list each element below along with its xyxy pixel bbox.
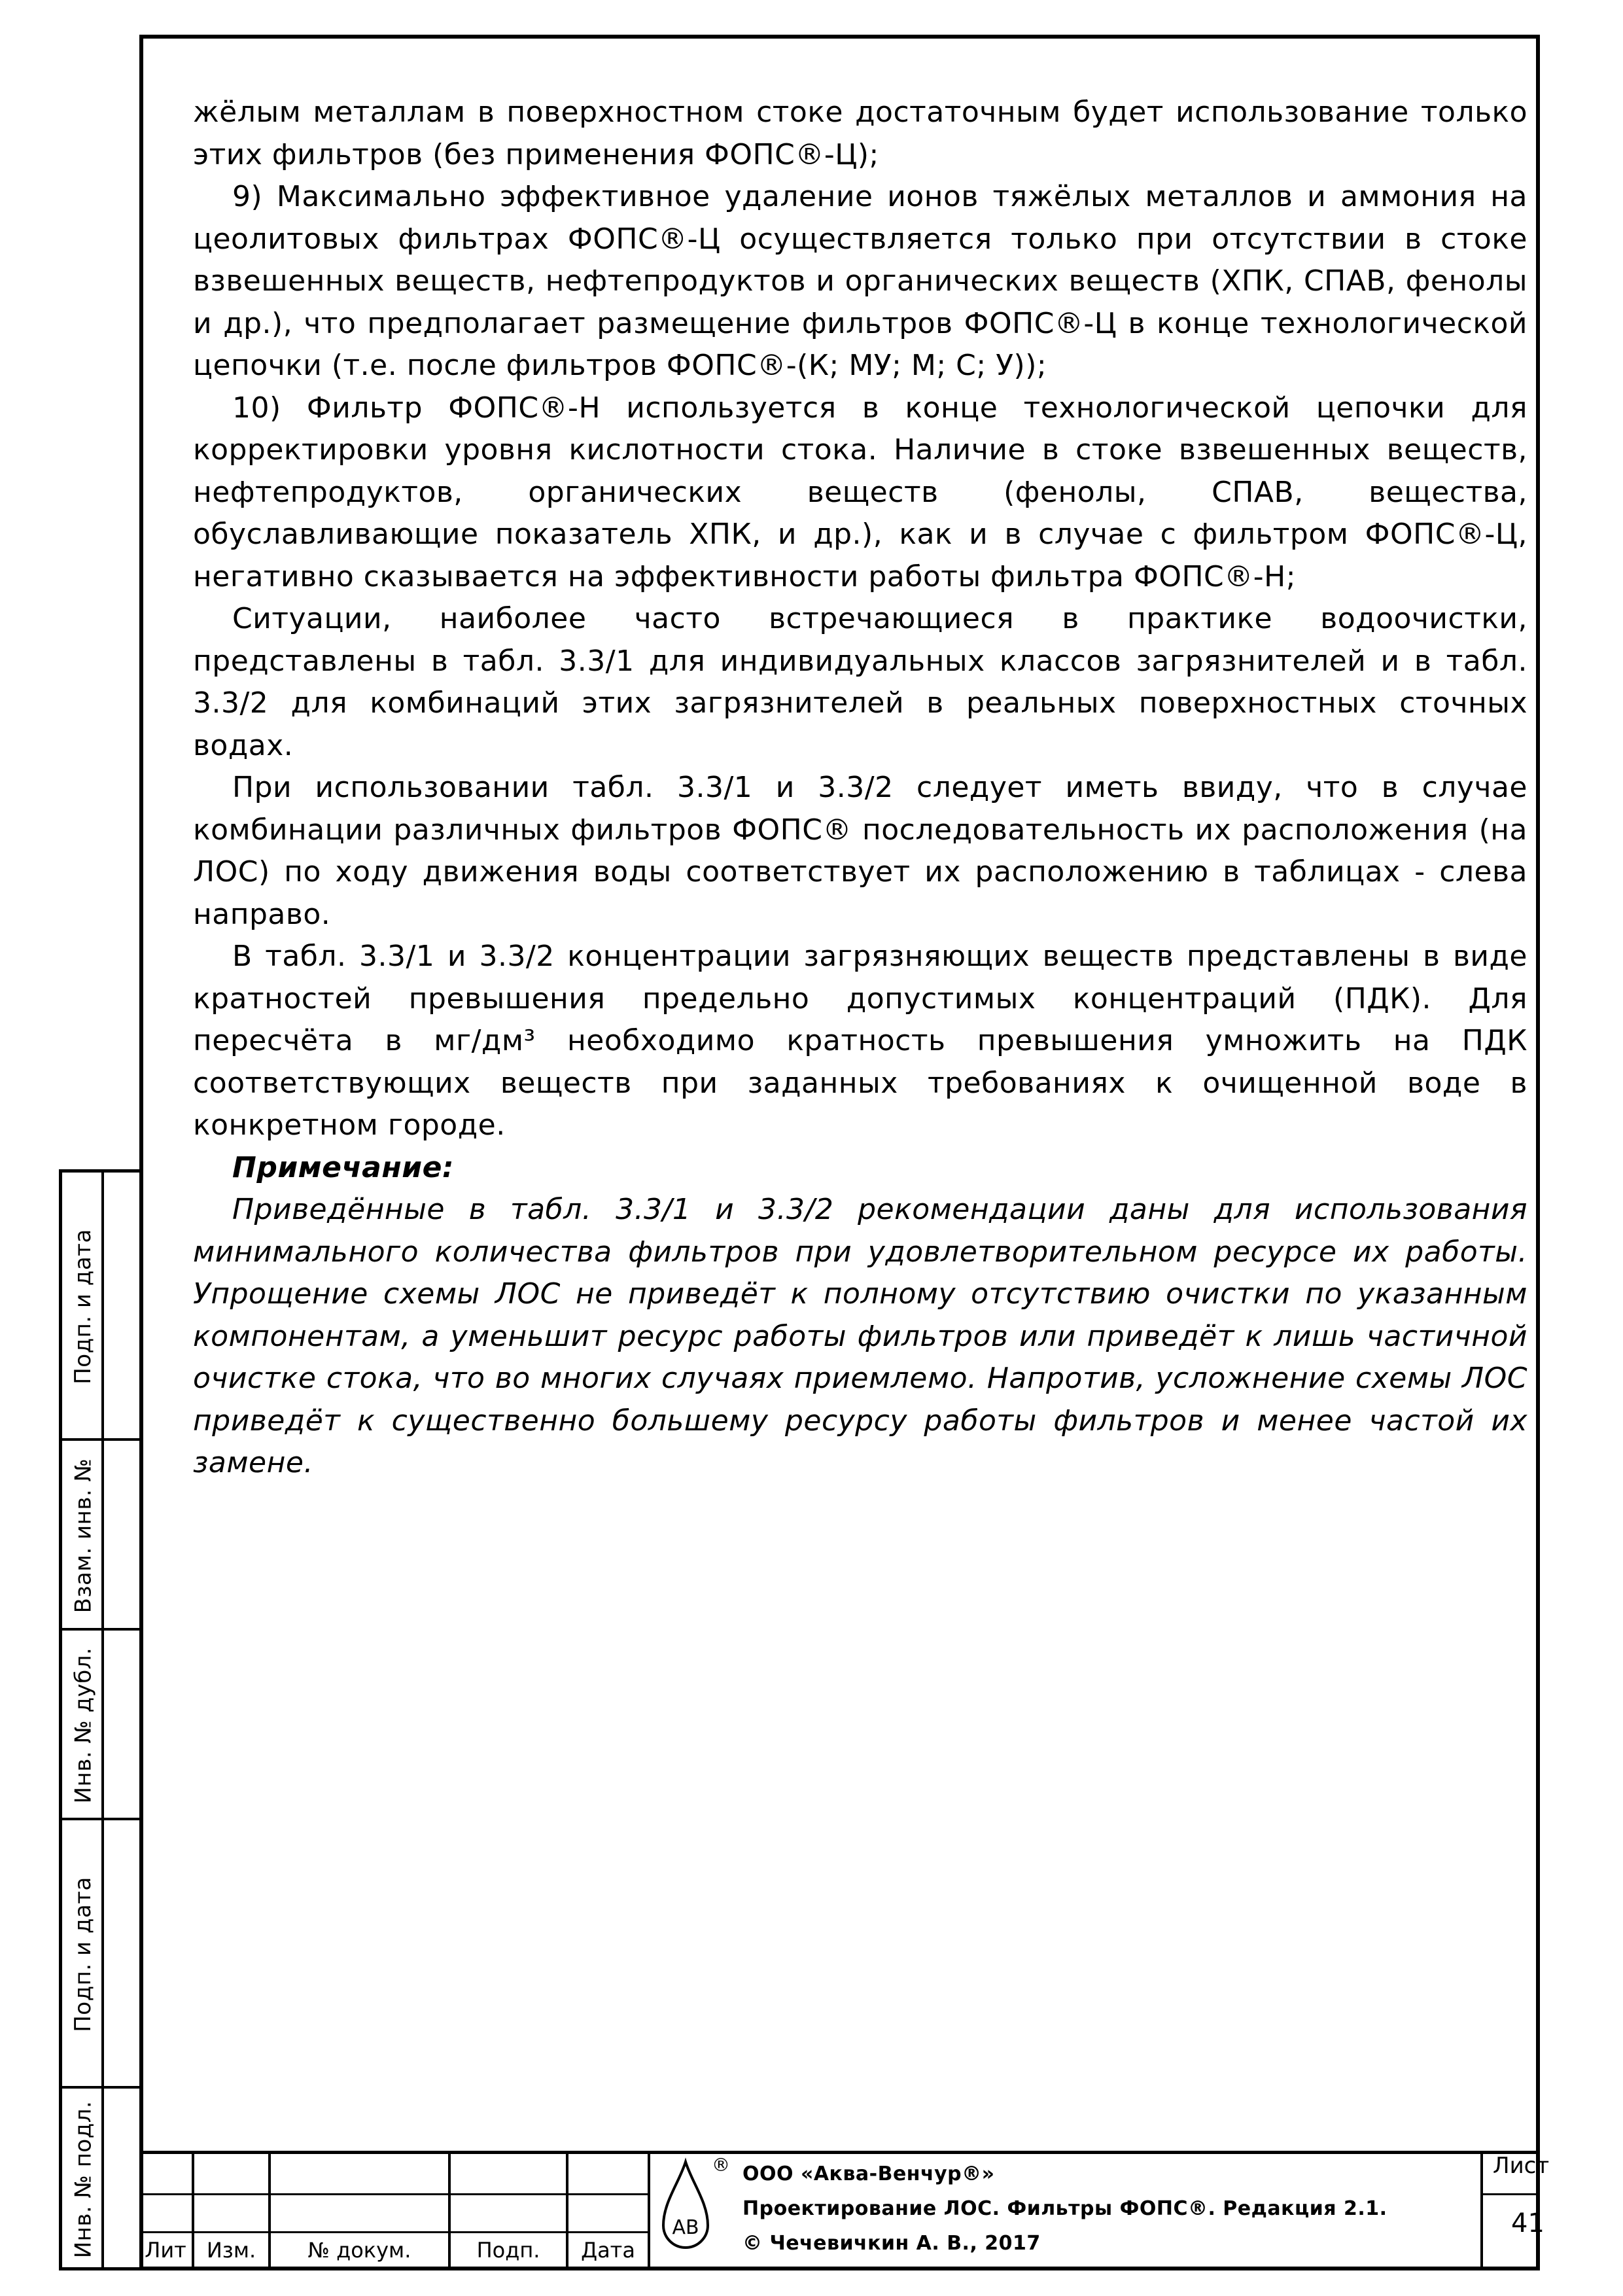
- logo-text: АВ: [672, 2216, 699, 2239]
- col-izm: Изм.: [206, 2238, 256, 2263]
- paragraph-3: 10) Фильтр ФОПС®-Н используется в конце технологической цепочки для корректировки уровня кислотности стока. Наличие в стоке взвешенных веществ, нефтепродуктов, органических веществ (фенолы, СПАВ, вещества, обуславливающие показатель ХПК, и др.), как и в случае с фильтром ФОПС®-Ц, негативно сказывается на эффективности работы фильтра ФОПС®-Н;: [193, 391, 1527, 593]
- copyright: © Чечевичкин А. В., 2017: [742, 2232, 1041, 2255]
- strip-cell-dup-inv: [62, 1631, 143, 1820]
- strip-label: Инв. № подл.: [70, 2100, 97, 2259]
- org-name: ООО «Аква-Венчур®»: [742, 2163, 995, 2185]
- strip-cell-replace-inv: [62, 1441, 143, 1631]
- tb-line: [139, 2193, 650, 2195]
- note-title: Примечание:: [232, 1150, 455, 1184]
- sheet-number: 41: [1511, 2208, 1544, 2238]
- paragraph-4: Ситуации, наиболее часто встречающиеся в практике водоочистки, представлены в табл. 3.3/1 для индивидуальных классов загрязнителей и в табл. 3.3/2 для комбинаций этих загрязнителей в реальных поверхностных сточных водах.: [193, 602, 1527, 762]
- company-logo-icon: [659, 2157, 712, 2255]
- strip-cell-orig-inv: [62, 2089, 143, 2274]
- paragraph-6: В табл. 3.3/1 и 3.3/2 концентрации загрязняющих веществ представлены в виде кратностей превышения предельно допустимых концентраций (ПДК). Для пересчёта в мг/дм³ необходимо кратность превышения умножить на ПДК соответствующих веществ при заданных требованиях к очищенной воде в конкретном городе.: [193, 940, 1527, 1142]
- col-signature: Подп.: [476, 2238, 540, 2263]
- doc-title: Проектирование ЛОС. Фильтры ФОПС®. Редакция 2.1.: [742, 2197, 1387, 2220]
- note-text: Приведённые в табл. 3.3/1 и 3.3/2 рекомендации даны для использования минимального количества фильтров при удовлетворительном ресурсе их работы. Упрощение схемы ЛОС не приведёт к полному отсутствию очистки по указанным компонентам, а уменьшит ресурс работы фильтров или приведёт к лишь частичной очистке стока, что во многих случаях приемлемо. Напротив, усложнение схемы ЛОС приведёт к существенно большему ресурсу работы фильтров и менее частой их замене.: [193, 1193, 1527, 1479]
- strip-label: Подп. и дата: [70, 1229, 97, 1385]
- strip-label: Инв. № дубл.: [70, 1647, 96, 1804]
- logo-registered-mark: ®: [712, 2154, 730, 2176]
- strip-label: Взам. инв. №: [70, 1458, 97, 1614]
- col-doc-number: № докум.: [307, 2238, 411, 2263]
- paragraph-5: При использовании табл. 3.3/1 и 3.3/2 следует иметь ввиду, что в случае комбинации различных фильтров ФОПС® последовательность их расположения (на ЛОС) по ходу движения воды соответствует их расположению в таблицах - слева направо.: [193, 771, 1527, 931]
- tb-line: [139, 2231, 650, 2233]
- paragraph-2: 9) Максимально эффективное удаление ионов тяжёлых металлов и аммония на цеолитовых фильтрах ФОПС®-Ц осуществляется только при отсутствии в стоке взвешенных веществ, нефтепродуктов и органических веществ (ХПК, СПАВ, фенолы и др.), что предполагает размещение фильтров ФОПС®-Ц в конце технологической цепочки (т.е. после фильтров ФОПС®-(К; МУ; М; С; У));: [193, 180, 1527, 382]
- tb-line: [1480, 2154, 1483, 2270]
- paragraph-1: жёлым металлам в поверхностном стоке достаточным будет использование только этих фильтров (без применения ФОПС®-Ц);: [193, 96, 1527, 171]
- strip-cell-sign-date-top: [62, 1173, 143, 1441]
- binding-strip: [59, 1169, 143, 2270]
- sheet-label: Лист: [1493, 2153, 1550, 2179]
- col-date: Дата: [581, 2238, 635, 2263]
- tb-line: [1480, 2193, 1540, 2195]
- strip-label: Подп. и дата: [70, 1877, 97, 2032]
- col-lit: Лит: [145, 2238, 186, 2263]
- strip-cell-sign-date-bottom: [62, 1820, 143, 2089]
- tb-line: [648, 2154, 650, 2270]
- body-text: [193, 92, 1527, 1485]
